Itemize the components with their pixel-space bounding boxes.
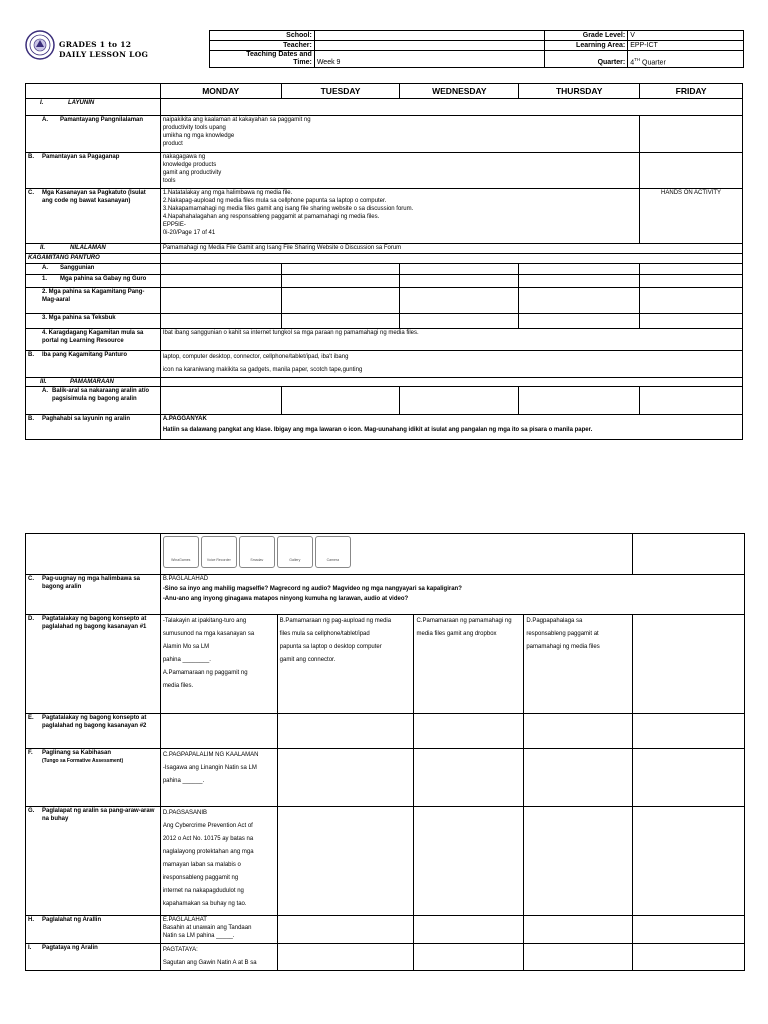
c-text-line: 4.Napahahalagahan ang responsableng paggamit at pamamahagi ng media files. — [162, 214, 380, 220]
row-balik-aral — [26, 387, 161, 415]
pagganyak-cell[interactable] — [160, 415, 742, 440]
cell[interactable] — [633, 749, 745, 807]
g-text-line: kapahamakan sa buhay ng tao. — [162, 901, 247, 907]
f-text-line: pahina ______. — [162, 778, 205, 784]
g-text-line: Ang Cybercrime Prevention Act of — [162, 823, 253, 829]
b-number: B. — [28, 154, 34, 160]
pagganyak-text: Hatiin sa dalawang pangkat ang klase. Ibigay ang mga lawaran o icon. Mag-uunahang idikit at isulat ang pangalan ng mga ito sa pisara o manila paper. — [162, 427, 593, 433]
app-icons-cell — [160, 534, 632, 575]
school-value[interactable] — [314, 31, 544, 41]
a-friday-cell[interactable] — [640, 116, 743, 153]
thumbnail-label-cell — [26, 534, 161, 575]
a-text-line: umikha ng mga knowledge — [162, 133, 235, 139]
deped-seal-logo — [25, 30, 55, 60]
row-iba-pang-kagamitan — [26, 351, 161, 378]
d-mon-line: media files. — [162, 683, 194, 689]
grade-level-value[interactable]: V — [628, 31, 744, 41]
row-pagtatalakay-1 — [26, 615, 161, 714]
school-label: School: — [210, 31, 315, 41]
d-mon-line: sumusunod na mga kasanayan sa — [162, 631, 255, 637]
cell[interactable] — [400, 288, 519, 314]
a-text-line: product — [162, 141, 183, 147]
balik-number: A. — [42, 388, 48, 394]
teaching-dates-label — [210, 51, 315, 68]
paglalahat-monday[interactable] — [160, 916, 277, 944]
cell[interactable] — [277, 714, 414, 749]
f-text-line: C.PAGPAPALALIM NG KAALAMAN — [162, 752, 259, 758]
paglalapat-monday[interactable] — [160, 807, 277, 916]
cell[interactable] — [160, 288, 281, 314]
cell[interactable] — [640, 275, 743, 288]
h-text-line: E.PAGLALAHAT — [162, 917, 207, 923]
g-number: G. — [28, 808, 35, 814]
d-thu-line: D.Pagpapahalaga sa — [526, 618, 583, 624]
cell[interactable] — [281, 288, 400, 314]
row-nilalaman — [26, 244, 161, 254]
b-text-line: tools — [162, 178, 176, 184]
pagtatalakay-tuesday[interactable] — [277, 615, 414, 714]
c2-number: C. — [28, 576, 34, 582]
f-number: F. — [28, 750, 33, 756]
d-tue-line: B.Pamamaraan ng pag-aupload ng media — [279, 618, 392, 624]
layunin-label: LAYUNIN — [68, 100, 95, 106]
cell[interactable] — [640, 264, 743, 275]
app-thumbnail: Smadav — [239, 536, 275, 568]
row-paghahabi — [26, 415, 161, 440]
c-label: Mga Kasanayan sa Pagkatuto (Isulat ang code ng bawat kasanayan) — [42, 190, 146, 204]
g-text-line: D.PAGSASANIB — [162, 810, 208, 816]
b-label: Pamantayan sa Pagaganap — [42, 154, 120, 160]
quarter-label: Quarter: — [545, 51, 628, 68]
cell[interactable] — [414, 944, 524, 971]
d-mon-line: A.Pamamaraan ng paggamit ng — [162, 670, 248, 676]
g-text-line: 2012 o Act No. 10175 ay batas na — [162, 836, 254, 842]
iba-label: Iba pang Kagamitang Panturo — [42, 352, 128, 358]
cell[interactable] — [400, 264, 519, 275]
sanggunian-label: Sanggunian — [60, 265, 95, 271]
b-friday-cell[interactable] — [640, 153, 743, 189]
c-text-line: 1.Natatalakay ang mga halimbawa ng media file. — [162, 190, 293, 196]
cell[interactable] — [524, 944, 633, 971]
cell[interactable] — [519, 387, 640, 415]
cell[interactable] — [160, 264, 281, 275]
day-tuesday: TUESDAY — [281, 84, 400, 99]
cell[interactable] — [277, 944, 414, 971]
cell[interactable] — [633, 807, 745, 916]
cell[interactable] — [414, 749, 524, 807]
cell[interactable] — [524, 807, 633, 916]
row-pamamaraan — [26, 378, 161, 387]
day-friday: FRIDAY — [640, 84, 743, 99]
learning-area-value[interactable]: EPP-ICT — [628, 41, 744, 51]
cell[interactable] — [160, 314, 281, 329]
e-label: Pagtatalakay ng bagong konsepto at paglalahad ng bagong kasanayan #2 — [42, 715, 147, 729]
paglinang-monday[interactable] — [160, 749, 277, 807]
c-text-line: 3.Nakapamamahagi ng media files gamit ang isang file sharing website o sa discussion forum. — [162, 206, 414, 212]
cell[interactable] — [524, 916, 633, 944]
cell[interactable] — [160, 714, 277, 749]
corner-cell — [26, 84, 161, 99]
g-text-line: naglalayong protektahan ang mga — [162, 849, 254, 855]
h-text-line: Basahin at unawain ang Tandaan — [162, 925, 252, 931]
header-info-table — [209, 30, 744, 68]
row-gabay-ng-guro — [26, 275, 161, 288]
cell[interactable] — [519, 314, 640, 329]
app-icon-thumbnails — [163, 536, 630, 568]
i-text-line: PAGTATAYA: — [162, 947, 198, 953]
teacher-label: Teacher: — [210, 41, 315, 51]
row-pamantayan-sa-pagganap — [26, 153, 161, 189]
g-text-line: internet na nakapagdudulot ng — [162, 888, 244, 894]
app-thumbnail: Camera — [315, 536, 351, 568]
quarter-word: Quarter — [640, 59, 666, 66]
cell[interactable] — [633, 944, 745, 971]
a-label: Pamantayang Pangnilalaman — [60, 117, 144, 123]
a-text-line: naipakikita ang kaalaman at kakayahan sa paggamit ng — [162, 117, 311, 123]
hands-on-activity: HANDS ON ACTIVITY — [640, 189, 743, 244]
cell[interactable] — [400, 314, 519, 329]
pamamaraan-label: PAMAMARAAN — [70, 379, 114, 385]
teaching-dates-label-1: Teaching Dates and — [246, 51, 312, 58]
day-monday: MONDAY — [160, 84, 281, 99]
cell[interactable] — [519, 275, 640, 288]
cell[interactable] — [400, 275, 519, 288]
d-thu-line: pamamahagi ng media files — [526, 644, 600, 650]
row-kagamitang-pang-mag-aaral: 2. Mga pahina sa Kagamitang Pang-Mag-aaral — [26, 288, 161, 314]
pamantayan-sa-pagganap-text[interactable] — [160, 153, 639, 189]
iba-pang-kagamitan-text[interactable] — [160, 351, 742, 378]
iba-text-line: laptop, computer desktop, connector, cellphone/tablet/ipad, iba't ibang — [162, 354, 349, 360]
cell[interactable] — [640, 288, 743, 314]
cell[interactable] — [281, 387, 400, 415]
cell[interactable] — [281, 314, 400, 329]
d-number: D. — [28, 616, 34, 622]
row-pagtatalakay-2 — [26, 714, 161, 749]
lesson-log-table-page2 — [25, 533, 745, 971]
i-label: Pagtataya ng Aralin — [42, 945, 98, 951]
row-paglinang — [26, 749, 161, 807]
g-text-line: mamayan laban sa malabis o — [162, 862, 241, 868]
row-layunin — [26, 99, 161, 116]
d-mon-line: pahina ________. — [162, 657, 211, 663]
cell[interactable] — [160, 275, 281, 288]
lesson-log-table-page1 — [25, 83, 743, 440]
row-sanggunian — [26, 264, 161, 275]
pagtatalakay-monday[interactable] — [160, 615, 277, 714]
row-karagdagang-kagamitan: 4. Karagdagang Kagamitan mula sa portal ng Learning Resource — [26, 329, 161, 351]
row-teksbuk: 3. Mga pahina sa Teksbuk — [26, 314, 161, 329]
row-paglalapat — [26, 807, 161, 916]
pamamaraan-number: III. — [40, 379, 47, 385]
paghahabi-label: Paghahabi sa layunin ng aralin — [42, 416, 131, 422]
cell[interactable] — [414, 916, 524, 944]
app-thumbnail: WinaGames — [163, 536, 199, 568]
paghahabi-number: B. — [28, 416, 34, 422]
quarter-superscript: TH — [634, 56, 641, 62]
app-thumbnail: Voice Recorder — [201, 536, 237, 568]
pagtatalakay-wednesday[interactable]: C.Pamamaraan ng pamamahagi ng media files gamit ang dropbox — [414, 615, 524, 714]
row-kagamitang-panturo: KAGAMITANG PANTURO — [26, 254, 161, 264]
c-text-line: EPP5IE- — [162, 222, 186, 228]
sanggunian-number: A. — [42, 265, 48, 271]
cell[interactable] — [633, 615, 745, 714]
layunin-number: I. — [40, 100, 44, 106]
kagamitang-panturo-cell[interactable] — [160, 254, 742, 264]
cell[interactable] — [281, 264, 400, 275]
teaching-dates-label-2: Time: — [293, 59, 312, 66]
cell[interactable] — [281, 275, 400, 288]
cell[interactable] — [519, 288, 640, 314]
row-pagtataya — [26, 944, 161, 971]
a-number: A. — [42, 117, 48, 123]
d-tue-line: gamit ang connector. — [279, 657, 336, 663]
title-line-2: DAILY LESSON LOG — [59, 50, 149, 59]
d-mon-line: Alamin Mo sa LM — [162, 644, 210, 650]
pagtataya-monday[interactable] — [160, 944, 277, 971]
h-text-line: Natin sa LM pahina _____. — [162, 933, 235, 939]
cell[interactable] — [524, 714, 633, 749]
i-text-line: Sagutan ang Gawin Natin A at B sa — [162, 960, 257, 966]
paglalahad-heading: B.PAGLALAHAD — [162, 576, 209, 582]
cell[interactable] — [640, 387, 743, 415]
c-number: C. — [28, 190, 34, 196]
day-wednesday: WEDNESDAY — [400, 84, 519, 99]
row-paglalahat — [26, 916, 161, 944]
c2-label: Pag-uugnay ng mga halimbawa sa bagong aralin — [42, 576, 141, 590]
d-mon-line: -Talakayin at ipakitang-turo ang — [162, 618, 247, 624]
cell[interactable] — [414, 807, 524, 916]
cell[interactable] — [277, 807, 414, 916]
cell[interactable] — [277, 916, 414, 944]
dll-title — [59, 40, 148, 60]
cell[interactable] — [160, 387, 281, 415]
c-text-line: 0i-20/Page 17 of 41 — [162, 230, 216, 236]
paglalahad-question-1: -Sino sa inyo ang mahilig magselfie? Magrecord ng audio? Magvideo ng mga nangyayari sa kapaligiran? — [162, 586, 462, 592]
f-sub-label: (Tungo sa Formative Assessment) — [42, 758, 124, 764]
teacher-value[interactable] — [314, 41, 544, 51]
d-tue-line: papunta sa laptop o desktop computer — [279, 644, 382, 650]
nilalaman-text[interactable]: Pamamahagi ng Media File Gamit ang Isang File Sharing Website o Discussion sa Forum — [160, 244, 742, 254]
row-pag-uugnay — [26, 575, 161, 615]
title-line-1: GRADES 1 to 12 — [59, 40, 132, 49]
karagdagang-kagamitan-text[interactable]: Ibat ibang sanggunian o kahit sa internet tungkol sa mga paraan ng pamamahagi ng media files. — [160, 329, 742, 351]
e-number: E. — [28, 715, 34, 721]
quarter-number: 4 — [630, 59, 635, 66]
iba-text-line: icon na karaniwang makikita sa gadgets, manila paper, scotch tape,gunting — [162, 367, 363, 373]
g-text-line: iresponsableng paggamit ng — [162, 875, 239, 881]
d-thu-line: responsableng paggamit at — [526, 631, 599, 637]
pamamaraan-cell[interactable] — [160, 378, 742, 387]
pagganyak-heading: A.PAGGANYAK — [162, 416, 207, 422]
pamantayang-pangnilalaman-text[interactable] — [160, 116, 639, 153]
cell[interactable] — [277, 749, 414, 807]
iba-number: B. — [28, 352, 34, 358]
cell[interactable] — [414, 714, 524, 749]
h-label: Paglalahat ng Arallin — [42, 917, 102, 923]
g-label: Paglalapat ng aralin sa pang-araw-araw na buhay — [42, 808, 155, 822]
nilalaman-number: II. — [40, 245, 46, 251]
b-text-line: nakagagawa ng — [162, 154, 206, 160]
grade-level-label: Grade Level: — [545, 31, 628, 41]
cell[interactable] — [633, 916, 745, 944]
f-text-line: -Isagawa ang Linangin Natin sa LM — [162, 765, 257, 771]
d-tue-line: files mula sa cellphone/tablet/ipad — [279, 631, 370, 637]
paglalahad-cell[interactable] — [160, 575, 744, 615]
cell[interactable] — [400, 387, 519, 415]
row-pamantayang-pangnilalaman — [26, 116, 161, 153]
teaching-dates-value[interactable]: Week 9 — [314, 51, 544, 68]
f-label: Paglinang sa Kabihasan — [42, 750, 112, 756]
cell[interactable] — [640, 314, 743, 329]
cell[interactable] — [633, 534, 745, 575]
paglalahad-question-2: -Anu-ano ang inyong ginagawa matapos ninyong kumuha ng larawan, audio at video? — [162, 596, 409, 602]
c-text-line: 2.Nakapag-aupload ng media files mula sa cellphone papunta sa laptop o computer. — [162, 198, 387, 204]
row-mga-kasanayan — [26, 189, 161, 244]
app-thumbnail: Gallery — [277, 536, 313, 568]
day-thursday: THURSDAY — [519, 84, 640, 99]
gabay-number: 1. — [42, 276, 48, 282]
cell[interactable] — [519, 264, 640, 275]
quarter-value[interactable] — [628, 51, 744, 68]
pagtatalakay-thursday[interactable] — [524, 615, 633, 714]
d-label: Pagtatalakay ng bagong konsepto at paglalahad ng bagong kasanayan #1 — [42, 616, 147, 630]
mga-kasanayan-text[interactable] — [160, 189, 639, 244]
cell[interactable] — [633, 714, 745, 749]
b-text-line: knowledge products — [162, 162, 217, 168]
nilalaman-label: NILALAMAN — [70, 245, 106, 251]
b-text-line: gamit ang productivity — [162, 170, 222, 176]
cell[interactable] — [524, 749, 633, 807]
balik-label: Balik-aral sa nakaraang aralin at/o pagsisimula ng bagong aralin — [52, 388, 150, 402]
a-text-line: productivity tools upang — [162, 125, 226, 131]
gabay-label: Mga pahina sa Gabay ng Guro — [60, 276, 147, 282]
i-number: I. — [28, 945, 32, 951]
h-number: H. — [28, 917, 34, 923]
layunin-cell[interactable] — [160, 99, 742, 116]
learning-area-label: Learning Area: — [545, 41, 628, 51]
